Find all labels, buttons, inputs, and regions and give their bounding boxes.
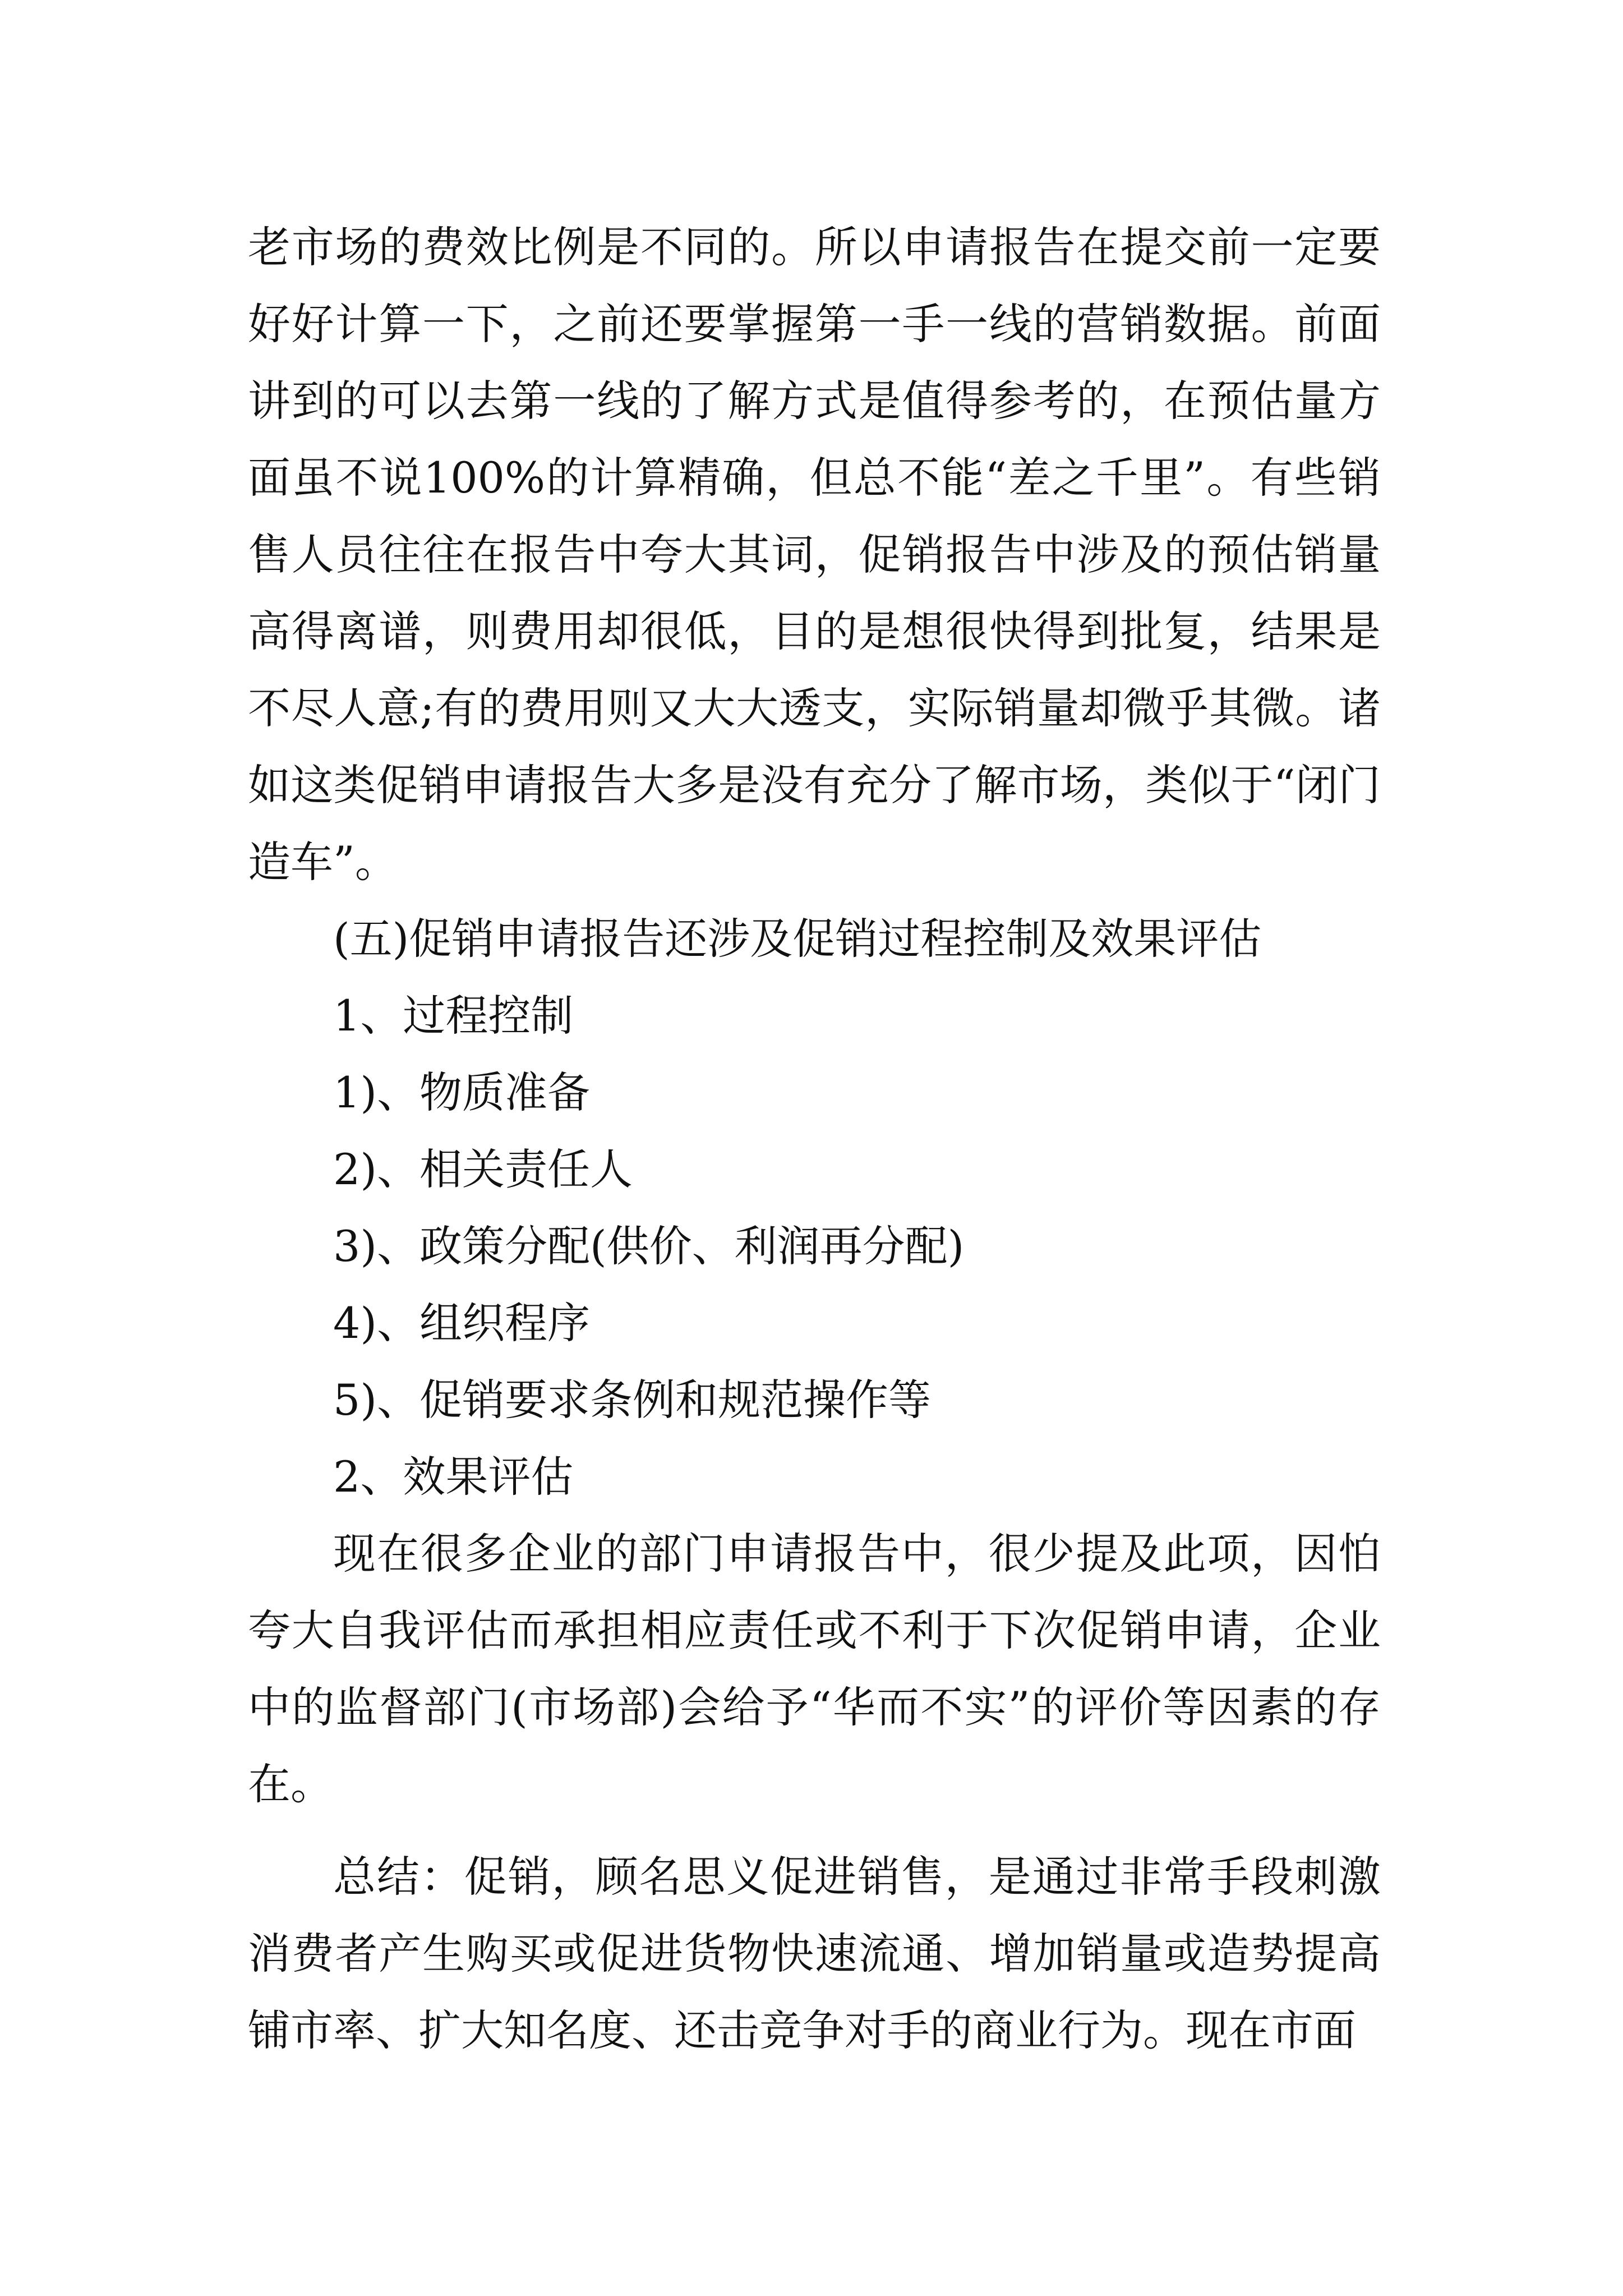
paragraph-effect-evaluation-heading: 2、效果评估 <box>333 1452 574 1502</box>
list-item-policy-allocation: 3)、政策分配(供价、利润再分配) <box>333 1221 965 1271</box>
paragraph-summary: 总结：促销，顾名思义促进销售，是通过非常手段刺激消费者产生购买或促进货物快速流通、增加销量或造势提高铺市率、扩大知名度、还击竞争对手的商业行为。现在市面 <box>248 1852 1381 2055</box>
paragraph-section-five-heading: (五)促销申请报告还涉及促销过程控制及效果评估 <box>333 914 1262 964</box>
list-item-promotion-rules: 5)、促销要求条例和规范操作等 <box>333 1375 932 1425</box>
paragraph-process-control-heading: 1、过程控制 <box>333 991 574 1041</box>
list-item-organization-procedure: 4)、组织程序 <box>333 1298 591 1348</box>
list-item-material-preparation: 1)、物质准备 <box>333 1068 591 1117</box>
document-body <box>248 209 1381 2069</box>
paragraph-evaluation-discussion: 现在很多企业的部门申请报告中，很少提及此项，因怕夸大自我评估而承担相应责任或不利于下次促销申请，企业中的监督部门(市场部)会给予“华而不实”的评价等因素的存在。 <box>248 1529 1381 1809</box>
list-item-responsible-person: 2)、相关责任人 <box>333 1144 633 1194</box>
paragraph-cost-estimation: 老市场的费效比例是不同的。所以申请报告在提交前一定要好好计算一下，之前还要掌握第一手一线的营销数据。前面讲到的可以去第一线的了解方式是值得参考的，在预估量方面虽不说100%的计算精确，但总不能“差之千里”。有些销售人员往往在报告中夸大其词，促销报告中涉及的预估销量高得离谱，则费用却很低，目的是想很快得到批复，结果是不尽人意;有的费用则又大大透支，实际销量却微乎其微。诸如这类促销申请报告大多是没有充分了解市场，类似于“闭门造车”。 <box>248 222 1381 887</box>
